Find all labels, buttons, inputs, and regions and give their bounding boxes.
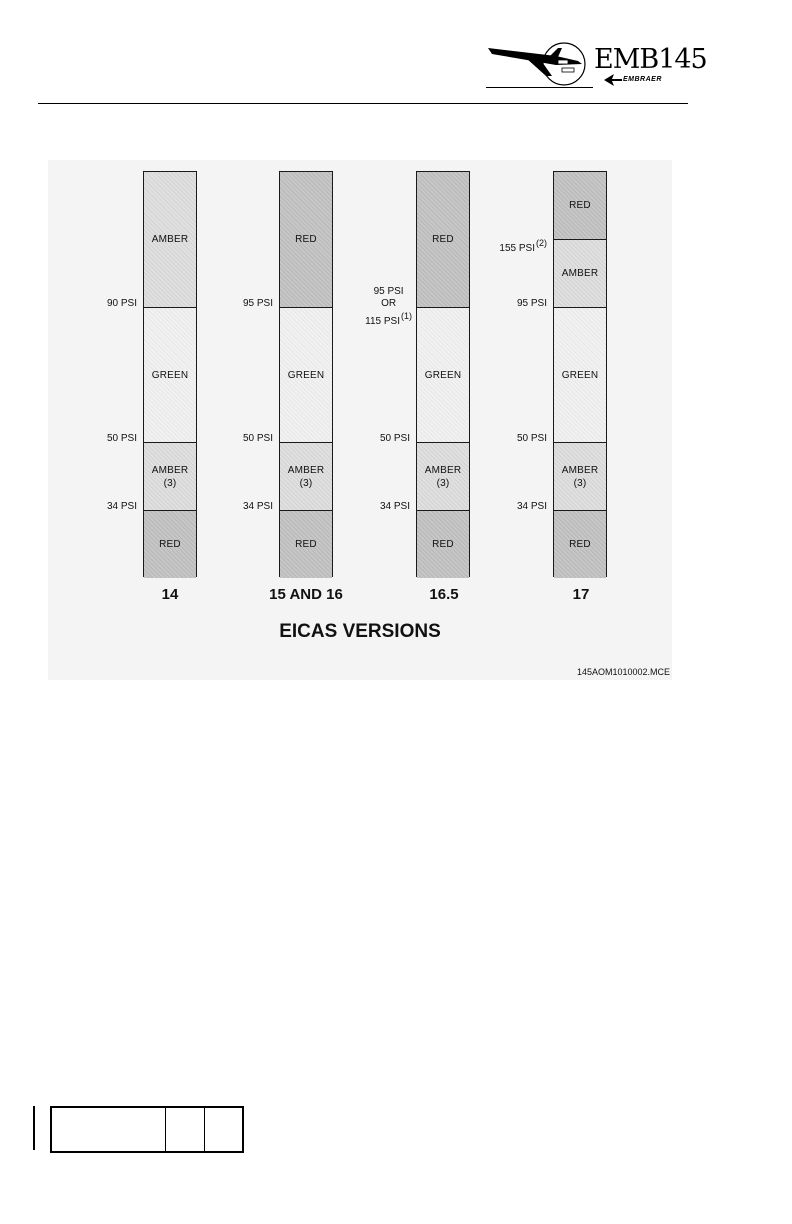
gauge-column — [143, 171, 197, 577]
footer-cell — [52, 1108, 166, 1151]
psi-limit-label — [107, 433, 137, 444]
zone-green — [144, 307, 196, 442]
zone-amber — [554, 239, 606, 307]
zone-label: AMBER — [151, 234, 189, 245]
psi-limit-label — [365, 286, 412, 328]
psi-value: 90 PSI — [106, 298, 137, 309]
zone-label: RED — [295, 234, 317, 245]
embraer-arrow-icon — [604, 74, 622, 86]
psi-value: 50 PSI — [516, 433, 547, 444]
zone-red — [554, 510, 606, 578]
header-divider — [38, 103, 688, 104]
zone-label: AMBER — [424, 464, 462, 476]
zone-red — [144, 510, 196, 578]
psi-limit-label — [243, 298, 273, 309]
zone-label: AMBER — [151, 464, 189, 476]
zone-red — [417, 172, 469, 307]
zone-amber — [554, 442, 606, 510]
embraer-logo — [486, 36, 707, 96]
psi-value: 34 PSI — [106, 501, 137, 512]
version-label: 15 AND 16 — [269, 586, 343, 603]
gauge-column — [553, 171, 607, 577]
footnote-marker: (1) — [401, 311, 412, 321]
zone-note: (3) — [299, 477, 313, 489]
zone-note: (3) — [436, 477, 450, 489]
zone-green — [417, 307, 469, 442]
zone-label: RED — [159, 539, 181, 550]
gauge-column — [279, 171, 333, 577]
logo-wordmark: EMB145 — [594, 44, 707, 75]
psi-value: 50 PSI — [242, 433, 273, 444]
zone-red — [554, 172, 606, 239]
zone-label: AMBER — [561, 268, 599, 279]
version-label: 17 — [572, 586, 590, 603]
zone-label: RED — [569, 539, 591, 550]
psi-value: 95 PSI — [516, 298, 547, 309]
footer-cell — [166, 1108, 205, 1151]
psi-value: 34 PSI — [379, 501, 410, 512]
zone-red — [280, 510, 332, 578]
psi-value: 50 PSI — [379, 433, 410, 444]
gauge-column — [416, 171, 470, 577]
zone-label: GREEN — [424, 369, 462, 381]
zone-green — [554, 307, 606, 442]
zone-label: GREEN — [287, 369, 325, 381]
psi-value: 95 PSI — [242, 298, 273, 309]
psi-limit-label — [107, 298, 137, 309]
psi-value: 155 PSI — [499, 243, 535, 254]
footnote-marker: (2) — [536, 238, 547, 248]
zone-note: (3) — [573, 477, 587, 489]
psi-value: 95 PSI — [373, 286, 404, 297]
zone-red — [417, 510, 469, 578]
zone-red — [280, 172, 332, 307]
zone-green — [280, 307, 332, 442]
psi-limit-label — [380, 433, 410, 444]
psi-connector: OR — [381, 298, 397, 309]
zone-amber — [144, 442, 196, 510]
zone-label: RED — [295, 539, 317, 550]
zone-label: AMBER — [287, 464, 325, 476]
zone-label: RED — [432, 539, 454, 550]
zone-label: GREEN — [151, 369, 189, 381]
figure-code: 145AOM1010002.MCE — [576, 667, 670, 677]
psi-limit-label — [243, 501, 273, 512]
zone-label: RED — [432, 234, 454, 245]
zone-amber — [144, 172, 196, 307]
logo-subtitle: EMBRAER — [623, 76, 662, 83]
psi-limit-label — [499, 238, 547, 254]
psi-limit-label — [380, 501, 410, 512]
psi-limit-label — [517, 298, 547, 309]
psi-limit-label — [517, 501, 547, 512]
aircraft-icon — [486, 36, 596, 92]
zone-label: RED — [569, 200, 591, 211]
figure-title: EICAS VERSIONS — [279, 621, 441, 642]
revision-bar — [33, 1106, 35, 1150]
version-label: 16.5 — [429, 586, 459, 603]
zone-label: AMBER — [561, 464, 599, 476]
zone-label: GREEN — [561, 369, 599, 381]
zone-note: (3) — [163, 477, 177, 489]
footer-table — [50, 1106, 244, 1153]
psi-value: 34 PSI — [516, 501, 547, 512]
logo-underline — [486, 87, 593, 88]
psi-limit-label — [517, 433, 547, 444]
zone-amber — [280, 442, 332, 510]
version-label: 14 — [161, 586, 179, 603]
psi-value: 50 PSI — [106, 433, 137, 444]
psi-value: 34 PSI — [242, 501, 273, 512]
psi-limit-label — [107, 501, 137, 512]
psi-limit-label — [243, 433, 273, 444]
zone-amber — [417, 442, 469, 510]
psi-alt-value: 115 PSI — [365, 316, 400, 327]
